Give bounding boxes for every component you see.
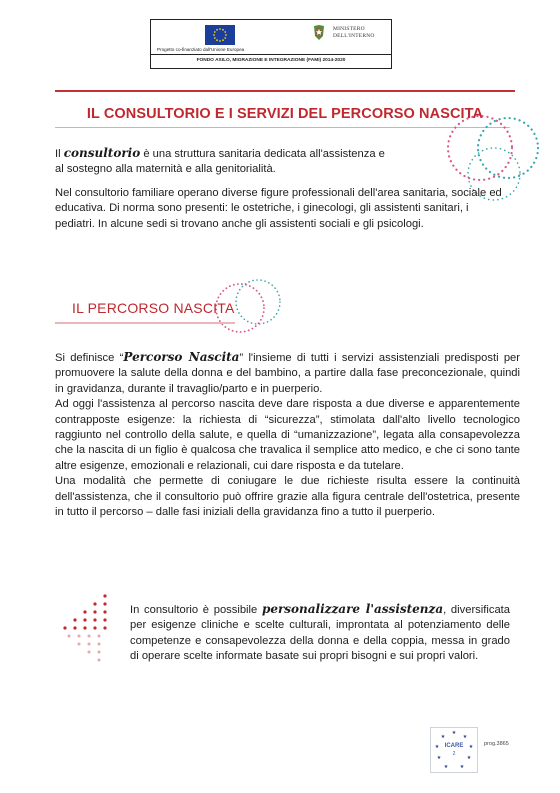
icare-logo-number: 2 <box>452 751 456 757</box>
personalize-term: personalizzare l'assistenza <box>261 602 444 616</box>
personalize-rest: , diversificata per esigenze cliniche e scelte culturali, improntata al potenziamento delle competenze e consapevolezza della donna e della coppia, messa in grado di operare scelte informate basate sui propri bisogni e sui propri valori. <box>130 604 510 663</box>
intro-lead: Il <box>55 148 64 160</box>
svg-text:★: ★ <box>459 764 465 770</box>
italian-republic-emblem-icon <box>311 24 327 42</box>
section-underline <box>55 322 235 324</box>
ministry-line2: DELL'INTERNO <box>333 33 375 39</box>
project-code: prog.3865 <box>484 741 509 747</box>
title-top-rule <box>55 90 515 92</box>
percorso-text <box>55 350 520 520</box>
svg-text:★: ★ <box>443 764 449 770</box>
ministry-line1: MINISTERO <box>333 26 365 32</box>
percorso-rest: ” l'insieme di tutti i servizi assistenziali predisposti per promuovere la salute della donna e del bambino, a partire dalla fase preconcezionale, quindi in gravidanza, durante il travaglio/parto e in puerperio. <box>55 352 520 395</box>
svg-text:★: ★ <box>466 755 472 761</box>
percorso-paragraph-2: Ad oggi l'assistenza al percorso nascita deve dare risposta a due diverse e apparentemente contrapposte esigenze: la richiesta di “sicurezza”, stimolata dall'alto livello tecnologico raggiunto nel controllo della salute, e quella di “umanizzazione”, legata alla consapevolezza che la nascita di un figlio è qualcosa che travalica il semplice atto medico, e che ci sono tante altre esigenze, emozionali e relazionali, cui dare risposta e da tutelare. <box>55 398 520 472</box>
percorso-term: Percorso Nascita <box>123 350 240 364</box>
page-title: IL CONSULTORIO E I SERVIZI DEL PERCORSO NASCITA <box>86 106 484 122</box>
personalize-lead: In consultorio è possibile <box>130 604 262 616</box>
intro-term: consultorio <box>63 146 141 160</box>
icare-logo <box>430 727 478 773</box>
eu-flag-icon <box>205 25 235 45</box>
decorative-dotted-triangles <box>55 590 125 670</box>
svg-text:★: ★ <box>462 734 468 740</box>
cofinanced-text: Progetto co-finanziato dall'Unione Europea <box>157 47 245 52</box>
percorso-lead: Si definisce “ <box>55 352 124 364</box>
svg-text:★: ★ <box>434 744 440 750</box>
percorso-definition <box>55 350 520 397</box>
percorso-paragraph-3: Una modalità che permette di coniugare le due richieste risulta essere la continuità dell'assistenza, che il consultorio può offrire grazie alla figura centrale dell'ostetrica, presente in tutto il percorso – dalle fasi iniziali della gravidanza fino a tutto il puerperio. <box>55 475 520 519</box>
svg-text:★: ★ <box>451 730 457 736</box>
personalize-paragraph <box>130 602 510 665</box>
svg-text:★: ★ <box>440 734 446 740</box>
fund-name: FONDO ASILO, MIGRAZIONE E INTEGRAZIONE (FAMI) 2014-2020 <box>196 58 346 63</box>
section-heading: IL PERCORSO NASCITA <box>72 300 235 316</box>
funding-banner <box>150 19 392 69</box>
svg-text:★: ★ <box>468 744 474 750</box>
icare-logo-text: ICARE <box>444 743 464 749</box>
intro-rest: è una struttura sanitaria dedicata all'assistenza e al sostegno alla maternità e alla genitorialità. <box>55 148 385 176</box>
banner-divider <box>151 54 391 55</box>
icare-star-ring-icon <box>431 728 477 772</box>
staff-paragraph: Nel consultorio familiare operano diverse figure professionali dell'area sanitaria, sociale ed educativa. Di norma sono presenti: le ostetriche, i ginecologi, gli assistenti sanitari, i pediatri. In alcune sedi si trovano anche gli assistenti sociali e gli psicologi. <box>55 187 502 230</box>
ministry-name <box>333 26 375 40</box>
svg-text:★: ★ <box>436 755 442 761</box>
intro-paragraph <box>55 146 395 178</box>
